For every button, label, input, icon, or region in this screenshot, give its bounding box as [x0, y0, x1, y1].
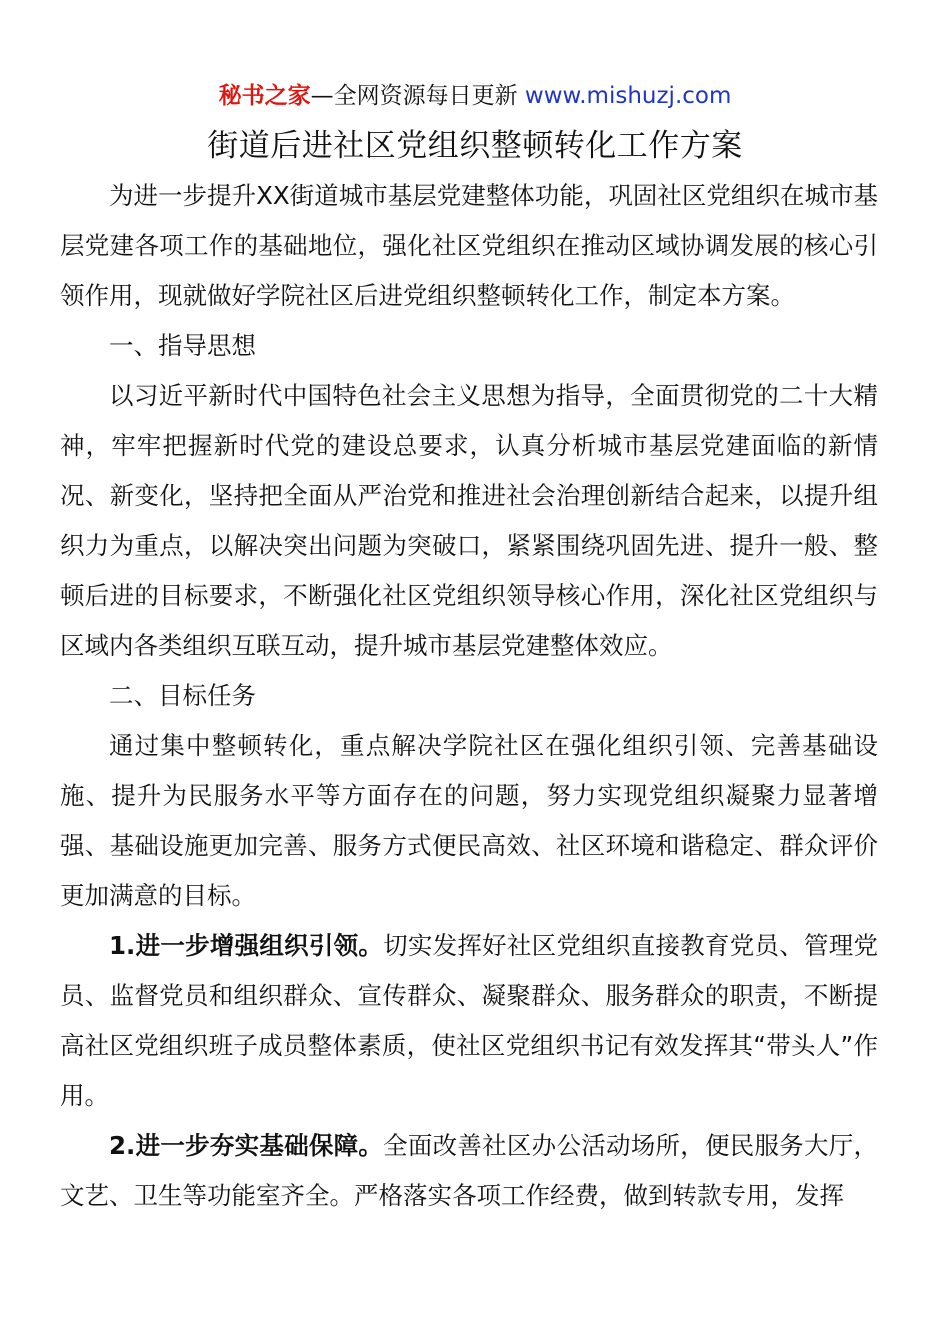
section-heading-guiding-thought: 一、指导思想: [109, 331, 256, 360]
item-1-paragraph: [60, 921, 878, 1121]
site-url[interactable]: www.mishuzj.com: [524, 83, 732, 109]
item-2-paragraph: [60, 1121, 878, 1221]
item-1-lead: 1.进一步增强组织引领。: [109, 931, 384, 960]
brand-name: 秘书之家: [218, 83, 311, 109]
item-2-lead: 2.进一步夯实基础保障。: [109, 1131, 384, 1160]
goals-paragraph: 通过集中整顿转化，重点解决学院社区在强化组织引领、完善基础设施、提升为民服务水平等方面存在的问题，努力实现党组织凝聚力显著增强、基础设施更加完善、服务方式便民高效、社区环境和谐稳定、群众评价更加满意的目标。: [60, 731, 878, 910]
intro-paragraph: 为进一步提升XX街道城市基层党建整体功能，巩固社区党组织在城市基层党建各项工作的基础地位，强化社区党组织在推动区域协调发展的核心引领作用，现就做好学院社区后进党组织整顿转化工作，制定本方案。: [60, 181, 878, 310]
document-body: [60, 171, 878, 1221]
document-title: 街道后进社区党组织整顿转化工作方案: [207, 128, 743, 164]
site-header: [0, 80, 950, 112]
item-2-text: 全面改善社区办公活动场所，便民服务大厅，文艺、卫生等功能室齐全。严格落实各项工作经费，做到转款专用，发挥: [60, 1131, 878, 1210]
guiding-thought-paragraph: 以习近平新时代中国特色社会主义思想为指导，全面贯彻党的二十大精神，牢牢把握新时代党的建设总要求，认真分析城市基层党建面临的新情况、新变化，坚持把全面从严治党和推进社会治理创新结合起来，以提升组织力为重点，以解决突出问题为突破口，紧紧围绕巩固先进、提升一般、整顿后进的目标要求，不断强化社区党组织领导核心作用，深化社区党组织与区域内各类组织互联互动，提升城市基层党建整体效应。: [60, 381, 878, 660]
header-tagline: —全网资源每日更新: [310, 83, 525, 109]
section-heading-goals: 二、目标任务: [109, 681, 256, 710]
item-1-text: 切实发挥好社区党组织直接教育党员、管理党员、监督党员和组织群众、宣传群众、凝聚群众、服务群众的职责，不断提高社区党组织班子成员整体素质，使社区党组织书记有效发挥其“带头人”作用。: [60, 931, 878, 1110]
